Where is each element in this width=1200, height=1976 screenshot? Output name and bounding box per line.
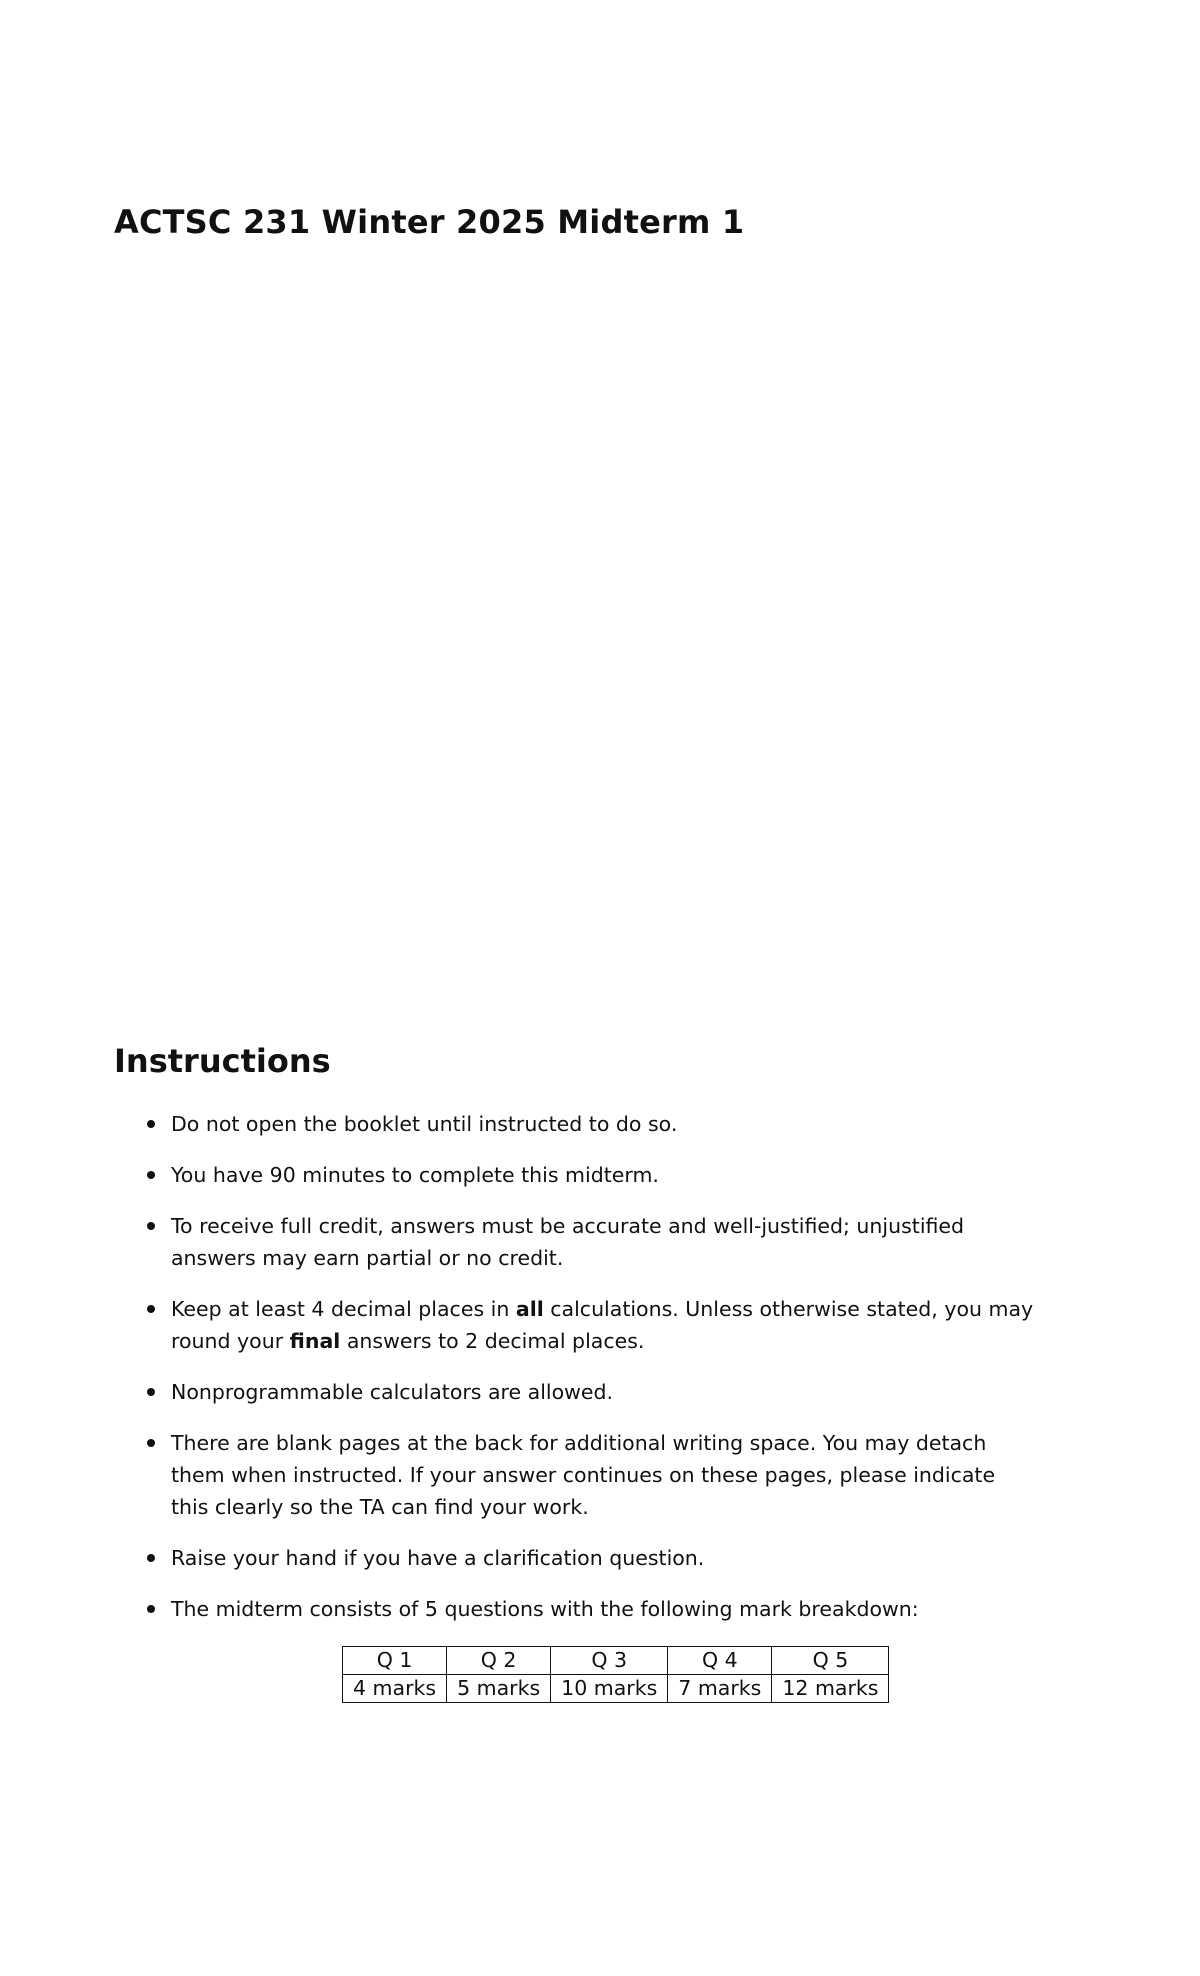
mark-breakdown-table	[342, 1646, 889, 1703]
bullet-icon	[147, 1222, 155, 1230]
instruction-text: Nonprogrammable calculators are allowed.	[171, 1380, 614, 1404]
instruction-item	[114, 1593, 1034, 1625]
bullet-icon	[147, 1439, 155, 1447]
instruction-text: The midterm consists of 5 questions with the following mark breakdown:	[171, 1597, 919, 1621]
bullet-icon	[147, 1120, 155, 1128]
instruction-text: There are blank pages at the back for additional writing space. You may detach them when instructed. If your answer continues on these pages, please indicate this clearly so the TA can find your work.	[171, 1431, 996, 1519]
instruction-text-part: Keep at least 4 decimal places in	[171, 1297, 516, 1321]
instruction-item	[114, 1210, 1034, 1274]
table-cell-question: Q 5	[772, 1647, 889, 1675]
instruction-item	[114, 1427, 1034, 1523]
table-cell-marks: 5 marks	[447, 1675, 551, 1703]
instruction-text: You have 90 minutes to complete this midterm.	[171, 1163, 659, 1187]
instructions-list	[114, 1108, 1034, 1644]
bullet-icon	[147, 1388, 155, 1396]
instruction-text: Raise your hand if you have a clarification question.	[171, 1546, 705, 1570]
instruction-text: Do not open the booklet until instructed to do so.	[171, 1112, 678, 1136]
table-cell-marks: 7 marks	[668, 1675, 772, 1703]
instruction-item	[114, 1542, 1034, 1574]
table-row-questions	[343, 1647, 889, 1675]
emphasis-final: final	[289, 1329, 341, 1353]
table-cell-question: Q 3	[551, 1647, 668, 1675]
instruction-item	[114, 1376, 1034, 1408]
instruction-text-part: calculations. Unless otherwise stated, you may round your	[171, 1297, 1034, 1353]
emphasis-all: all	[515, 1297, 544, 1321]
table-cell-marks: 4 marks	[343, 1675, 447, 1703]
instructions-heading: Instructions	[114, 1042, 331, 1080]
bullet-icon	[147, 1554, 155, 1562]
instruction-item	[114, 1159, 1034, 1191]
table-cell-question: Q 2	[447, 1647, 551, 1675]
instruction-text-part: answers to 2 decimal places.	[340, 1329, 645, 1353]
bullet-icon	[147, 1305, 155, 1313]
mark-breakdown	[342, 1646, 889, 1703]
instruction-item	[114, 1293, 1034, 1357]
exam-title: ACTSC 231 Winter 2025 Midterm 1	[114, 203, 745, 241]
table-row-marks	[343, 1675, 889, 1703]
bullet-icon	[147, 1171, 155, 1179]
instruction-text: To receive full credit, answers must be accurate and well-justified; unjustified answers may earn partial or no credit.	[171, 1214, 965, 1270]
table-cell-marks: 10 marks	[551, 1675, 668, 1703]
table-cell-question: Q 1	[343, 1647, 447, 1675]
table-cell-question: Q 4	[668, 1647, 772, 1675]
bullet-icon	[147, 1605, 155, 1613]
table-cell-marks: 12 marks	[772, 1675, 889, 1703]
instruction-item	[114, 1108, 1034, 1140]
